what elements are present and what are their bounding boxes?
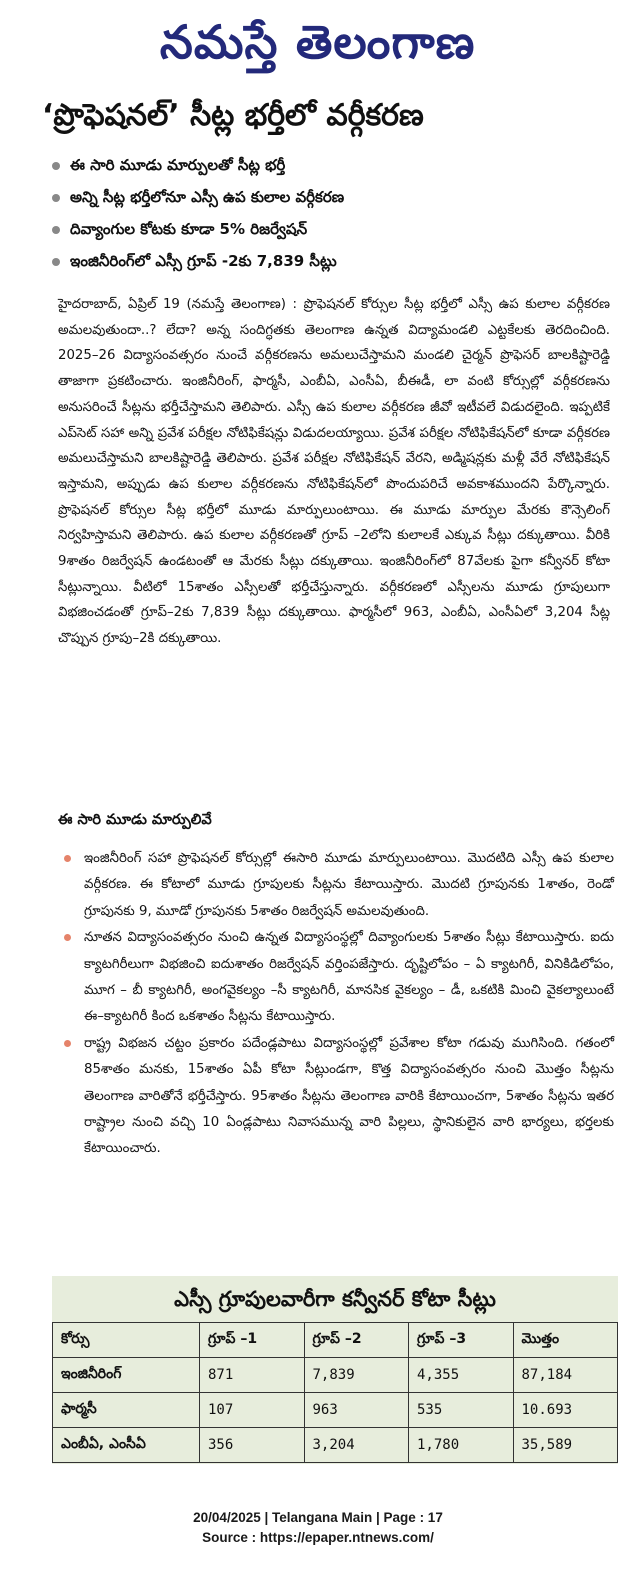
footer-source-line: Source : https://epaper.ntnews.com/: [202, 1530, 434, 1545]
page-footer: [0, 1508, 636, 1548]
table-cell: 535: [409, 1393, 514, 1428]
table-row: [53, 1428, 618, 1463]
change-point: నూతన విద్యాసంవత్సరం నుంచి ఉన్నత విద్యాసంస్థల్లో దివ్యాంగులకు 5శాతం సీట్లు కేటాయిస్తారు. ఐదు క్యాటగిరీలుగా విభజించి ఐదుశాతం రిజర్వేషన్ వర్తింపజేస్తారు. దృష్టిలోపం – ఏ క్యాటగిరీ, వినికిడిలోపం, మూగ – బీ క్యాటగిరీ, అంగవైకల్యం –సీ క్యాటగిరీ, మానసిక వైకల్యం – డీ, ఒకటికి మించి వైకల్యాలుంటే ఈ–క్యాటగిరీ కింద ఒకశాతం సీట్లను కేటాయిస్తారు.: [58, 925, 614, 1031]
table-cell: 35,589: [513, 1428, 618, 1463]
table-cell: 87,184: [513, 1358, 618, 1393]
header-cell: గ్రూప్ –2: [304, 1323, 409, 1358]
footer-date-line: 20/04/2025 | Telangana Main | Page : 17: [193, 1510, 443, 1525]
table-cell: 963: [304, 1393, 409, 1428]
highlight-bullet: ఇంజినీరింగ్‌లో ఎస్సీ గ్రూప్ -2కు 7,839 సీట్లు: [50, 246, 610, 278]
table-cell: 1,780: [409, 1428, 514, 1463]
table-cell: 10.693: [513, 1393, 618, 1428]
seats-table-box: [52, 1276, 618, 1464]
table-header-row: [53, 1323, 618, 1358]
table-cell: 871: [200, 1358, 305, 1393]
highlight-bullet: అన్ని సీట్ల భర్తీలోనూ ఎస్సీ ఉప కులాల వర్గీకరణ: [50, 182, 610, 214]
changes-list: [58, 846, 614, 1163]
table-cell: ఇంజినీరింగ్: [53, 1358, 200, 1393]
article-headline: ‘ప్రొఫెషనల్’ సీట్ల భర్తీలో వర్గీకరణ: [42, 98, 424, 133]
highlight-bullets: [50, 150, 610, 278]
seats-table: [52, 1322, 618, 1463]
table-cell: ఫార్మసీ: [53, 1393, 200, 1428]
highlight-bullet: ఈ సారి మూడు మార్పులతో సీట్ల భర్తీ: [50, 150, 610, 182]
table-row: [53, 1358, 618, 1393]
section-subhead: ఈ సారి మూడు మార్పులివే: [58, 812, 212, 828]
header-cell: కోర్సు: [53, 1323, 200, 1358]
table-cell: 107: [200, 1393, 305, 1428]
article-body: హైదరాబాద్, ఏప్రిల్ 19 (నమస్తే తెలంగాణ) : ప్రొఫెషనల్ కోర్సుల సీట్ల భర్తీలో ఎస్సీ ఉప కులాల వర్గీకరణ అమలవుతుందా..? లేదా? అన్న సందిగ్ధతకు తెలంగాణ ఉన్నత విద్యామండలి ఎట్టకేలకు తెరదించింది. 2025–26 విద్యాసంవత్సరం నుంచే వర్గీకరణను అమలుచేస్తామని మండలి చైర్మన్ ప్రొఫెసర్ బాలకిష్టారెడ్డి తాజాగా ప్రకటించారు. ఇంజినీరింగ్, ఫార్మసీ, ఎంబీఏ, ఎంసీఏ, బీఈడీ, లా వంటి కోర్సుల్లో వర్గీకరణను అనుసరించే సీట్లను భర్తీచేస్తామని తెలిపారు. ఎస్సీ ఉప కులాల వర్గీకరణ జీవో ఇటీవలే విడుదలైంది. ఇప్పటికే ఎప్‌సెట్ సహా అన్ని ప్రవేశ పరీక్షల నోటిఫికేషన్లు విడుదలయ్యాయి. ప్రవేశ పరీక్షల నోటిఫికేషన్‌లో కూడా వర్గీకరణ అమలుచేస్తామని బాలకిష్టారెడ్డి తెలిపారు. ప్రవేశ పరీక్షల నోటిఫికేషన్ వేరని, అడ్మిషన్లకు మళ్లీ వేరే నోటిఫికేషన్ ఇస్తామని, అప్పుడు ఉప కులాల వర్గీకరణను నోటిఫికేషన్‌లో పొందుపరిచే అవకాశముందని పేర్కొన్నారు. ప్రొఫెషనల్ కోర్సుల సీట్ల భర్తీలో మూడు మార్పులుంటాయి. ఈ మూడు మార్పుల మేరకు కౌన్సెలింగ్ నిర్వహిస్తామని తెలిపారు. ఉప కులాల వర్గీకరణతో గ్రూప్ –2లోని కులాలకే ఎక్కువ సీట్లు దక్కుతాయి. వీరికి 9శాతం రిజర్వేషన్ ఉండటంతో ఆ మేరకు సీట్లు దక్కుతాయి. ఇంజినీరింగ్‌లో 87వేలకు పైగా కన్వీనర్ కోటా సీట్లున్నాయి. వీటిలో 15శాతం ఎస్సీలతో భర్తీచేస్తున్నారు. వర్గీకరణలో ఎస్సీలను మూడు గ్రూపులుగా విభజించడంతో గ్రూప్–2కు 7,839 సీట్లు దక్కుతాయి. ఫార్మసీలో 963, ఎంబీఏ, ఎంసీఏలో 3,204 సీట్ల చొప్పున గ్రూపు–2కి దక్కుతాయి.: [58, 297, 610, 647]
header-cell: మొత్తం: [513, 1323, 618, 1358]
header-cell: గ్రూప్ –1: [200, 1323, 305, 1358]
table-title: ఎస్సీ గ్రూపులవారీగా కన్వీనర్ కోటా సీట్లు: [174, 1287, 496, 1311]
masthead-title: నమస్తే తెలంగాణ: [160, 15, 476, 69]
change-point: ఇంజినీరింగ్ సహా ప్రొఫెషనల్ కోర్సుల్లో ఈసారి మూడు మార్పులుంటాయి. మొదటిది ఎస్సీ ఉప కులాల వర్గీకరణ. ఈ కోటాలో మూడు గ్రూపులకు సీట్లను కేటాయిస్తారు. మొదటి గ్రూపునకు 1శాతం, రెండో గ్రూపునకు 9, మూడో గ్రూపునకు 5శాతం రిజర్వేషన్ అమలవుతుంది.: [58, 846, 614, 925]
table-cell: 7,839: [304, 1358, 409, 1393]
highlight-bullet: దివ్యాంగుల కోటకు కూడా 5% రిజర్వేషన్: [50, 214, 610, 246]
table-cell: 3,204: [304, 1428, 409, 1463]
table-row: [53, 1393, 618, 1428]
header-cell: గ్రూప్ –3: [409, 1323, 514, 1358]
masthead: [0, 6, 636, 90]
table-cell: 4,355: [409, 1358, 514, 1393]
change-point: రాష్ట్ర విభజన చట్టం ప్రకారం పదేండ్లపాటు విద్యాసంస్థల్లో ప్రవేశాల కోటా గడువు ముగిసింది. గతంలో 85శాతం మనకు, 15శాతం ఏపీ కోటా సీట్లుండగా, కొత్త విద్యాసంవత్సరం నుంచి మొత్తం సీట్లను తెలంగాణ వారితోనే భర్తీచేస్తారు. 95శాతం సీట్లను తెలంగాణ వారికి కేటాయించగా, 5శాతం సీట్లను ఇతర రాష్ట్రాల నుంచి వచ్చి 10 ఏండ్లపాటు నివాసమున్న వారి పిల్లలు, స్థానికులైన వారి భార్యలు, భర్తలకు కేటాయించారు.: [58, 1031, 614, 1163]
table-cell: ఎంబీఏ, ఎంసీఏ: [53, 1428, 200, 1463]
table-cell: 356: [200, 1428, 305, 1463]
